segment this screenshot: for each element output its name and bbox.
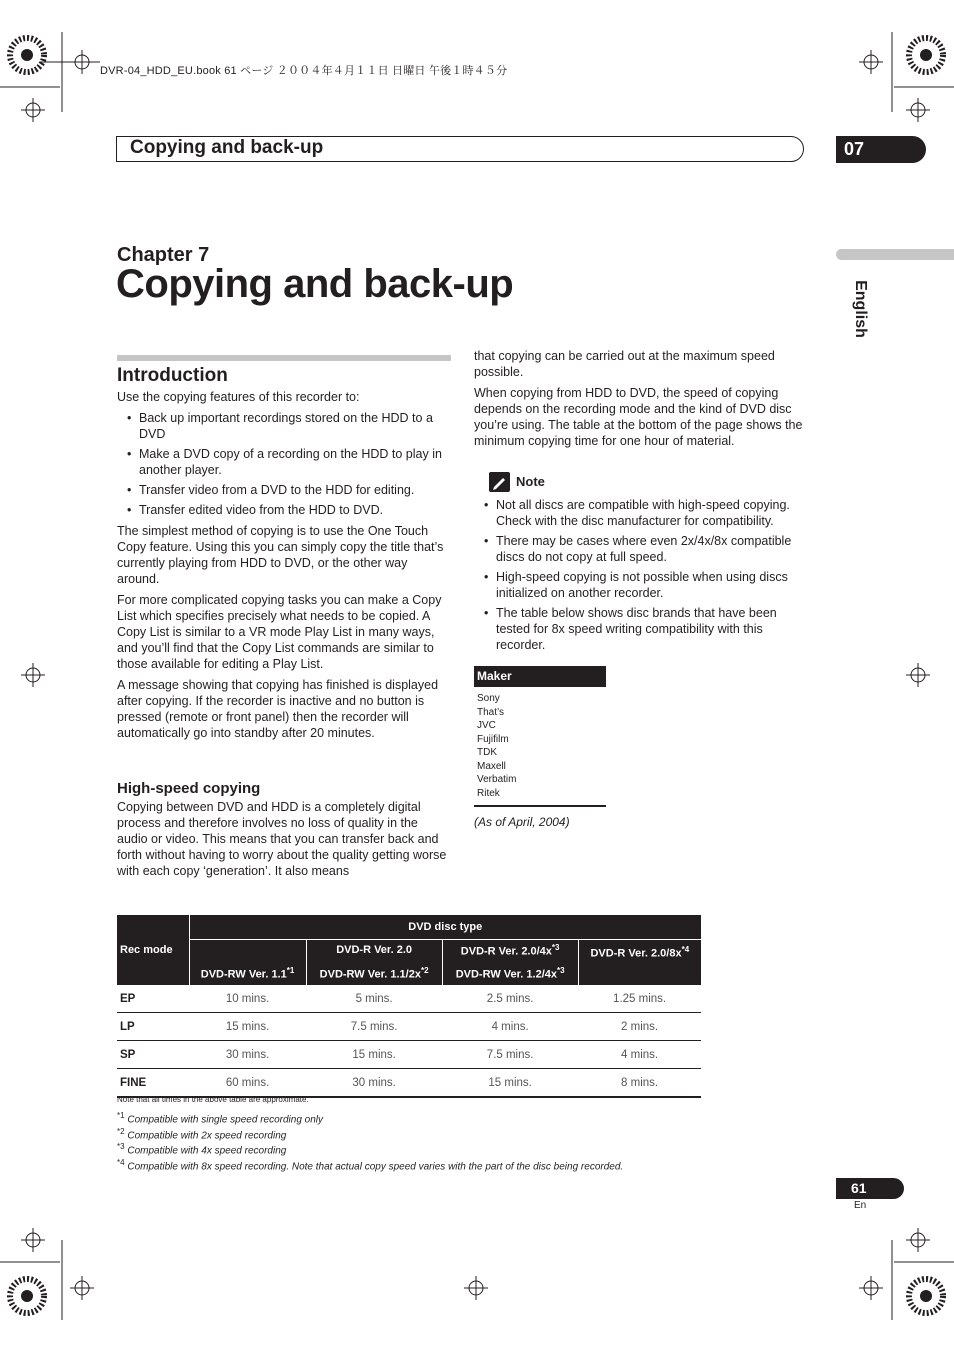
maker-item: Sony [477,693,500,704]
intro-paragraph: For more complicated copying tasks you can make a Copy List which specifies precisely what needs to be copied. A Copy List is similar to a VR mode Play List in many ways, and you’ll find that the Copy List commands are similar to those available for editing a Play List. [117,593,442,671]
time-cell: 8 mins. [578,1069,701,1098]
maker-table-rule [474,805,606,807]
footnote-item: $^{*4}$ Compatible with 8x speed recording. Note that actual copy speed varies with the part of the disc being recorded. [117,1158,624,1173]
column-header-top: DVD-R Ver. $2.0/8x^{*4}$ [578,939,701,985]
page-language: En [854,1200,867,1211]
list-item: • The table below shows disc brands that have been tested for 8x speed writing compatibility with this recorder. [474,605,808,653]
copy-time-table [117,915,701,1098]
time-cell: 2.5 mins. [442,985,578,1013]
column-header-top: DVD-R Ver. $2.0/4x^{*3}$ [442,939,578,961]
language-tab [836,249,954,260]
column-header-top [189,939,306,961]
note-body [474,497,808,658]
rec-mode-cell: LP [117,1013,189,1041]
intro-paragraph: The simplest method of copying is to use the One Touch Copy feature. Using this you can simply copy the title that’s currently playing from HDD to DVD, or the other way around. [117,524,444,586]
column-header-bottom: DVD-RW Ver. $1.1/2x^{*2}$ [306,961,442,985]
footnote-general: Note that all times in the above table are approximate. [117,1095,309,1104]
maker-item: Fujifilm [477,733,509,745]
rec-mode-cell: FINE [117,1069,189,1098]
list-item: • Not all discs are compatible with high-speed copying. Check with the disc manufacturer for compatibility. [474,497,808,529]
time-cell: 2 mins. [578,1013,701,1041]
rec-mode-header: Rec mode [117,915,189,985]
list-item: • Back up important recordings stored on the HDD to a DVD [117,410,451,442]
time-cell: 7.5 mins. [306,1013,442,1041]
print-info: DVR-04_HDD_EU.book 61 ページ ２００４年４月１１日 日曜日 午後１時４５分 [100,65,508,77]
language-label: English [852,280,869,338]
column-header-bottom: DVD-RW Ver. $1.2/4x^{*3}$ [442,961,578,985]
maker-as-of: (As of April, 2004) [474,815,570,829]
high-speed-continued [474,348,808,454]
table-row [117,1069,701,1098]
maker-list [477,692,516,800]
section-rule [117,355,451,361]
footnote-item: $^{*2}$ Compatible with 2x speed recording [117,1127,287,1142]
chapter-number-badge: 07 [836,136,926,163]
maker-item: Maxell [477,760,506,772]
time-cell: 5 mins. [306,985,442,1013]
time-cell: 15 mins. [442,1069,578,1098]
time-cell: 15 mins. [189,1013,306,1041]
high-speed-paragraph-2: When copying from HDD to DVD, the speed of copying depends on the recording mode and the kind of DVD disc you’re using. The table at the bottom of the page shows the minimum copying time for one hour of material. [474,386,803,448]
column-header-bottom: DVD-RW Ver. 1.1$^{*1}$ [189,961,306,985]
table-row [117,1041,701,1069]
intro-lead: Use the copying features of this recorder to: [117,390,360,404]
list-item: • Transfer video from a DVD to the HDD for editing. [117,482,451,498]
intro-paragraph: A message showing that copying has finished is displayed after copying. If the recorder is inactive and no button is pressed (remote or front panel) then the recorder will automatically go into standby after 20 minutes. [117,678,439,740]
time-cell: 4 mins. [442,1013,578,1041]
maker-item: That’s [477,706,505,718]
maker-table-heading: Maker [474,666,606,687]
time-cell: 60 mins. [189,1069,306,1098]
note-bullets [474,497,808,653]
disc-type-header: DVD disc type [189,915,701,939]
pencil-icon [489,472,510,492]
high-speed-heading: High-speed copying [117,780,261,797]
footnote-item: $^{*3}$ Compatible with 4x speed recording [117,1142,287,1157]
list-item: • High-speed copying is not possible when using discs initialized on another recorder. [474,569,808,601]
page-title: Copying and back-up [116,262,514,306]
time-cell: 15 mins. [306,1041,442,1069]
table-row [117,985,701,1013]
high-speed-paragraph: Copying between DVD and HDD is a completely digital process and therefore involves no loss of quality in the audio or video. This means that you can transfer back and forth without having to worry about the quality getting worse with each copy ‘generation’. It also means [117,800,447,878]
maker-item: JVC [477,720,496,731]
column-header-top: DVD-R Ver. 2.0 [306,939,442,961]
chapter-label: Chapter 7 [117,244,210,266]
time-cell: 7.5 mins. [442,1041,578,1069]
time-cell: 4 mins. [578,1041,701,1069]
list-item: • Transfer edited video from the HDD to DVD. [117,502,451,518]
maker-item: Ritek [477,787,500,799]
high-speed-continued-text: that copying can be carried out at the maximum speed possible. [474,349,775,379]
intro-bullets [117,410,451,518]
time-cell: 1.25 mins. [578,985,701,1013]
time-cell: 30 mins. [189,1041,306,1069]
rec-mode-cell: SP [117,1041,189,1069]
footnote-item: $^{*1}$ Compatible with single speed recording only [117,1111,324,1126]
list-item: • Make a DVD copy of a recording on the HDD to play in another player. [117,446,451,478]
page-number-badge: 61 [836,1178,904,1199]
header-title: Copying and back-up [130,137,324,158]
time-cell: 30 mins. [306,1069,442,1098]
maker-item: TDK [477,747,497,758]
list-item: • There may be cases where even 2x/4x/8x compatible discs do not copy at full speed. [474,533,808,565]
rec-mode-cell: EP [117,985,189,1013]
introduction-heading: Introduction [117,365,228,386]
high-speed-body [117,799,451,884]
table-row [117,1013,701,1041]
maker-item: Verbatim [477,774,517,785]
introduction-body [117,389,451,746]
note-label: Note [516,474,545,489]
time-cell: 10 mins. [189,985,306,1013]
